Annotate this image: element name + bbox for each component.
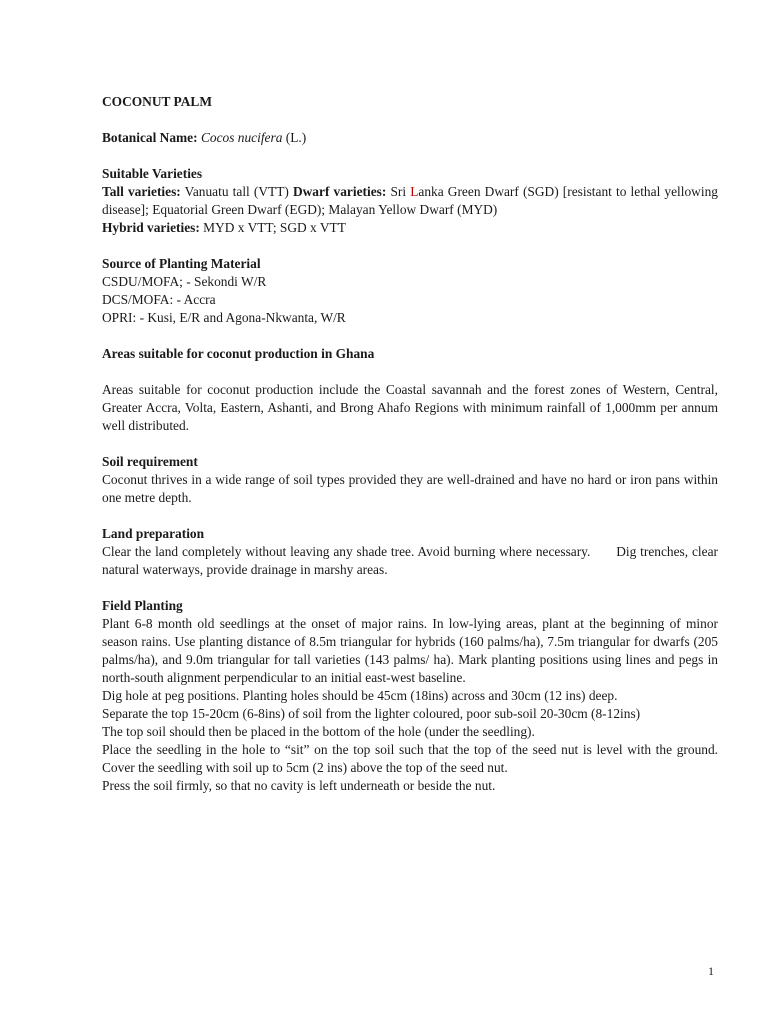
hybrid-varieties-text: MYD x VTT; SGD x VTT <box>203 220 346 235</box>
botanical-name-value: Cocos nucifera <box>200 130 283 145</box>
areas-paragraph: Areas suitable for coconut production include the Coastal savannah and the forest zones of Western, Central, Greater Accra, Volta, Eastern, Ashanti, and Brong Ahafo Regions with minimum rainfall of 1,000mm per annum well distributed. <box>102 382 718 433</box>
source-heading: Source of Planting Material <box>102 256 261 271</box>
tall-varieties-label: Tall varieties: <box>102 184 181 199</box>
hybrid-varieties-line <box>102 219 718 237</box>
varieties-tall-dwarf <box>102 183 718 219</box>
dwarf-varieties-red-letter: L <box>410 184 419 199</box>
botanical-name-label: Botanical Name: <box>102 130 198 145</box>
field-section <box>102 597 718 795</box>
page-number: 1 <box>708 964 714 978</box>
botanical-name-suffix: (L.) <box>285 130 307 145</box>
document-title: COCONUT PALM <box>102 94 212 109</box>
land-section <box>102 525 718 579</box>
soil-section <box>102 453 718 507</box>
land-text-a: Clear the land completely without leaving any shade tree. Avoid burning where necessary. <box>102 544 591 559</box>
document-body <box>102 93 718 795</box>
source-line: DCS/MOFA: - Accra <box>102 292 216 307</box>
land-heading: Land preparation <box>102 526 205 541</box>
land-text-b: Dig trenches, clear natural waterways, provide drainage in marshy areas. <box>102 544 718 577</box>
varieties-heading: Suitable Varieties <box>102 166 203 181</box>
varieties-section <box>102 165 718 237</box>
land-paragraph <box>102 543 718 579</box>
dwarf-varieties-text: anka Green Dwarf (SGD) [resistant to lethal yellowing disease]; Equatorial Green Dwarf (EGD); Malayan Yellow Dwarf (MYD) <box>102 184 718 217</box>
soil-paragraph: Coconut thrives in a wide range of soil types provided they are well-drained and have no hard or iron pans within one metre depth. <box>102 472 718 505</box>
source-section <box>102 255 718 327</box>
dwarf-varieties-label: Dwarf varieties: <box>292 184 387 199</box>
field-line: Press the soil firmly, so that no cavity is left underneath or beside the nut. <box>102 778 496 793</box>
tall-varieties-text: Vanuatu tall (VTT) <box>184 184 289 199</box>
dwarf-varieties-pre: Sri <box>390 184 407 199</box>
source-line: CSDU/MOFA; - Sekondi W/R <box>102 274 267 289</box>
field-line: Dig hole at peg positions. Planting holes should be 45cm (18ins) across and 30cm (12 ins) deep. <box>102 688 618 703</box>
areas-heading: Areas suitable for coconut production in Ghana <box>102 346 375 361</box>
field-heading: Field Planting <box>102 598 183 613</box>
source-line: OPRI: - Kusi, E/R and Agona-Nkwanta, W/R <box>102 310 346 325</box>
hybrid-varieties-label: Hybrid varieties: <box>102 220 200 235</box>
field-line: The top soil should then be placed in the bottom of the hole (under the seedling). <box>102 724 535 739</box>
field-line: Separate the top 15-20cm (6-8ins) of soil from the lighter coloured, poor sub-soil 20-30cm (8-12ins) <box>102 706 641 721</box>
soil-heading: Soil requirement <box>102 454 198 469</box>
field-line: Place the seedling in the hole to “sit” on the top soil such that the top of the seed nut is level with the ground. Cover the seedling with soil up to 5cm (2 ins) above the top of the seed nut. <box>102 742 718 775</box>
botanical-name-line <box>102 129 718 147</box>
field-paragraph: Plant 6-8 month old seedlings at the onset of major rains. In low-lying areas, plant at the beginning of minor season rains. Use planting distance of 8.5m triangular for hybrids (160 palms/ha), 7.5m triangular for dwarfs (205 palms/ha), and 9.0m triangular for tall varieties (143 palms/ ha). Mark planting positions using lines and pegs in north-south alignment perpendicular to an initial east-west baseline. <box>102 616 718 685</box>
